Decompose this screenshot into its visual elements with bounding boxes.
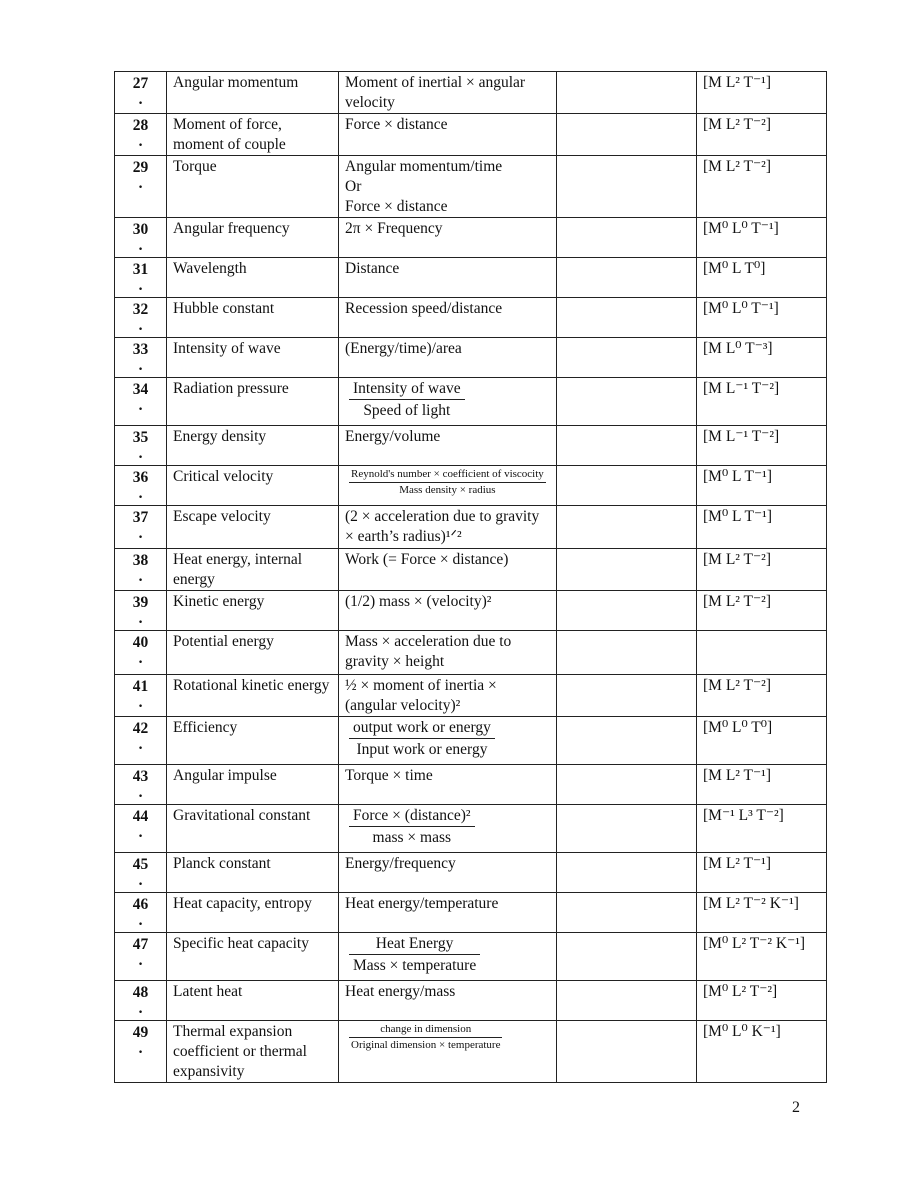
blank-cell: [557, 426, 697, 466]
dimension-cell: [M⁰ L² T⁻²]: [697, 981, 827, 1021]
quantity-cell: Torque: [167, 156, 339, 218]
table-row: [115, 258, 827, 298]
formula-text: Force × distance: [345, 116, 448, 133]
row-number-cell: [115, 853, 167, 893]
quantity-cell: Latent heat: [167, 981, 339, 1021]
fraction-denominator: Speed of light: [363, 402, 451, 419]
formula-cell: [339, 506, 557, 549]
blank-cell: [557, 981, 697, 1021]
row-number-dot: .: [138, 824, 143, 841]
quantity-cell: Heat energy, internal energy: [167, 549, 339, 591]
blank-cell: [557, 591, 697, 631]
dimension-cell: [M L⁻¹ T⁻²]: [697, 426, 827, 466]
dimension-cell: [697, 631, 827, 675]
formula-fraction: [349, 718, 495, 760]
row-number-cell: [115, 591, 167, 631]
row-number-dot: .: [138, 237, 143, 254]
formula-text: ½ × moment of inertia × (angular velocity)²: [345, 677, 497, 714]
blank-cell: [557, 218, 697, 258]
quantity-cell: Kinetic energy: [167, 591, 339, 631]
formula-cell: [339, 426, 557, 466]
formula-cell: [339, 378, 557, 426]
row-number-dot: .: [138, 91, 143, 108]
formula-text: Energy/frequency: [345, 855, 456, 872]
formula-fraction: [349, 934, 480, 976]
blank-cell: [557, 466, 697, 506]
row-number-cell: [115, 298, 167, 338]
formula-cell: [339, 981, 557, 1021]
blank-cell: [557, 1021, 697, 1083]
row-number-cell: [115, 981, 167, 1021]
dimension-cell: [M L² T⁻¹]: [697, 72, 827, 114]
quantity-cell: Hubble constant: [167, 298, 339, 338]
table-row: [115, 506, 827, 549]
formula-text: Work (= Force × distance): [345, 551, 509, 568]
dimension-cell: [M L² T⁻² K⁻¹]: [697, 893, 827, 933]
row-number-dot: .: [138, 1000, 143, 1017]
fraction-numerator: Intensity of wave: [349, 379, 465, 400]
table-row: [115, 1021, 827, 1083]
row-number: 43: [132, 768, 149, 785]
row-number-dot: .: [138, 872, 143, 889]
row-number: 42: [132, 720, 149, 737]
row-number: 39: [132, 594, 149, 611]
row-number-dot: .: [138, 277, 143, 294]
row-number-dot: .: [138, 317, 143, 334]
row-number-cell: [115, 675, 167, 717]
row-number-dot: .: [138, 485, 143, 502]
row-number: 34: [132, 381, 149, 398]
dimension-cell: [M⁰ L² T⁻² K⁻¹]: [697, 933, 827, 981]
fraction-denominator: Mass × temperature: [353, 957, 477, 974]
formula-text: 2π × Frequency: [345, 220, 443, 237]
table-body: [115, 72, 827, 1083]
blank-cell: [557, 765, 697, 805]
dimension-cell: [M L⁻¹ T⁻²]: [697, 378, 827, 426]
row-number-dot: .: [138, 445, 143, 462]
dimension-cell: [M L² T⁻²]: [697, 156, 827, 218]
dimension-cell: [M L² T⁻²]: [697, 114, 827, 156]
row-number-dot: .: [138, 175, 143, 192]
row-number-dot: .: [138, 133, 143, 150]
page-number: 2: [792, 1099, 800, 1116]
row-number: 35: [132, 429, 149, 446]
table-row: [115, 549, 827, 591]
quantity-cell: Critical velocity: [167, 466, 339, 506]
row-number-dot: .: [138, 397, 143, 414]
formula-cell: [339, 631, 557, 675]
quantity-cell: Intensity of wave: [167, 338, 339, 378]
quantity-cell: Radiation pressure: [167, 378, 339, 426]
blank-cell: [557, 805, 697, 853]
dimension-cell: [M L² T⁻²]: [697, 675, 827, 717]
quantity-cell: Rotational kinetic energy: [167, 675, 339, 717]
blank-cell: [557, 933, 697, 981]
dimension-cell: [M L² T⁻²]: [697, 549, 827, 591]
dimension-cell: [M⁰ L⁰ T⁰]: [697, 717, 827, 765]
fraction-numerator: Heat Energy: [349, 934, 480, 955]
formula-text: Recession speed/distance: [345, 300, 503, 317]
formula-line: Angular momentum/time: [345, 158, 503, 175]
row-number-dot: .: [138, 952, 143, 969]
formula-cell: [339, 805, 557, 853]
fraction-denominator: mass × mass: [372, 829, 452, 846]
blank-cell: [557, 338, 697, 378]
formula-cell: [339, 933, 557, 981]
row-number: 47: [132, 936, 149, 953]
row-number: 33: [132, 341, 149, 358]
blank-cell: [557, 853, 697, 893]
row-number-cell: [115, 72, 167, 114]
formula-text: Heat energy/temperature: [345, 895, 499, 912]
quantity-cell: Efficiency: [167, 717, 339, 765]
row-number: 36: [132, 469, 149, 486]
blank-cell: [557, 72, 697, 114]
formula-line: Or: [345, 178, 362, 195]
fraction-numerator: Force × (distance)²: [349, 806, 475, 827]
row-number-cell: [115, 549, 167, 591]
row-number-cell: [115, 717, 167, 765]
blank-cell: [557, 114, 697, 156]
row-number: 48: [132, 984, 149, 1001]
fraction-denominator: Original dimension × temperature: [351, 1039, 501, 1051]
dimension-cell: [M⁰ L⁰ K⁻¹]: [697, 1021, 827, 1083]
row-number: 32: [132, 301, 149, 318]
formula-cell: [339, 258, 557, 298]
formula-text: Moment of inertial × angular velocity: [345, 74, 526, 111]
quantity-cell: Moment of force, moment of couple: [167, 114, 339, 156]
formula-cell: [339, 218, 557, 258]
fraction-numerator: change in dimension: [349, 1022, 502, 1038]
row-number-cell: [115, 1021, 167, 1083]
row-number-dot: .: [138, 610, 143, 627]
blank-cell: [557, 717, 697, 765]
row-number: 45: [132, 856, 149, 873]
row-number: 30: [132, 221, 149, 238]
table-row: [115, 218, 827, 258]
row-number: 29: [132, 159, 149, 176]
formula-text: Heat energy/mass: [345, 983, 456, 1000]
dimension-cell: [M L² T⁻²]: [697, 591, 827, 631]
formula-text: (Energy/time)/area: [345, 340, 462, 357]
quantity-cell: Angular frequency: [167, 218, 339, 258]
formula-cell: [339, 1021, 557, 1083]
row-number: 38: [132, 552, 149, 569]
row-number-cell: [115, 631, 167, 675]
row-number-cell: [115, 466, 167, 506]
row-number-cell: [115, 218, 167, 258]
table-row: [115, 591, 827, 631]
quantity-cell: Gravitational constant: [167, 805, 339, 853]
blank-cell: [557, 631, 697, 675]
formula-cell: [339, 466, 557, 506]
row-number-dot: .: [138, 694, 143, 711]
blank-cell: [557, 549, 697, 591]
blank-cell: [557, 893, 697, 933]
row-number-cell: [115, 933, 167, 981]
quantity-cell: Planck constant: [167, 853, 339, 893]
row-number-cell: [115, 114, 167, 156]
row-number-cell: [115, 258, 167, 298]
row-number-dot: .: [138, 736, 143, 753]
quantity-cell: Wavelength: [167, 258, 339, 298]
row-number-dot: .: [138, 912, 143, 929]
formula-text: (1/2) mass × (velocity)²: [345, 593, 492, 610]
row-number-dot: .: [138, 525, 143, 542]
formula-line: Force × distance: [345, 198, 448, 215]
row-number: 49: [132, 1024, 149, 1041]
formula-cell: [339, 298, 557, 338]
row-number-dot: .: [138, 784, 143, 801]
formula-cell: [339, 549, 557, 591]
row-number-cell: [115, 156, 167, 218]
table-row: [115, 338, 827, 378]
formula-text: Mass × acceleration due to gravity × height: [345, 633, 512, 670]
row-number: 31: [132, 261, 149, 278]
row-number: 28: [132, 117, 149, 134]
formula-text: Torque × time: [345, 767, 433, 784]
formula-fraction: [349, 379, 465, 421]
formula-text: (2 × acceleration due to gravity × earth’s radius)¹ᐟ²: [345, 508, 540, 545]
quantity-cell: Specific heat capacity: [167, 933, 339, 981]
formula-text: Energy/volume: [345, 428, 441, 445]
dimension-cell: [M L² T⁻¹]: [697, 853, 827, 893]
formula-fraction: [349, 806, 475, 848]
formula-cell: [339, 675, 557, 717]
formula-cell: [339, 156, 557, 218]
row-number-cell: [115, 805, 167, 853]
dimension-cell: [M⁰ L T⁻¹]: [697, 466, 827, 506]
table-row: [115, 893, 827, 933]
table-row: [115, 378, 827, 426]
table-row: [115, 466, 827, 506]
row-number-cell: [115, 765, 167, 805]
table-row: [115, 675, 827, 717]
row-number-dot: .: [138, 650, 143, 667]
dimension-cell: [M⁰ L⁰ T⁻¹]: [697, 298, 827, 338]
quantity-cell: Energy density: [167, 426, 339, 466]
row-number-cell: [115, 893, 167, 933]
row-number-cell: [115, 338, 167, 378]
row-number-dot: .: [138, 357, 143, 374]
table-row: [115, 156, 827, 218]
formula-cell: [339, 717, 557, 765]
table-row: [115, 853, 827, 893]
row-number-cell: [115, 378, 167, 426]
table-row: [115, 114, 827, 156]
blank-cell: [557, 378, 697, 426]
row-number-cell: [115, 426, 167, 466]
formula-fraction: [349, 1022, 502, 1053]
table-row: [115, 298, 827, 338]
formula-cell: [339, 765, 557, 805]
row-number: 41: [132, 678, 149, 695]
formula-cell: [339, 114, 557, 156]
formula-fraction: [349, 467, 546, 498]
blank-cell: [557, 156, 697, 218]
table-row: [115, 981, 827, 1021]
quantity-cell: Heat capacity, entropy: [167, 893, 339, 933]
dimension-cell: [M⁰ L⁰ T⁻¹]: [697, 218, 827, 258]
dimensions-table: [114, 71, 827, 1083]
formula-cell: [339, 591, 557, 631]
row-number: 44: [132, 808, 149, 825]
row-number: 27: [132, 75, 149, 92]
dimension-cell: [M L² T⁻¹]: [697, 765, 827, 805]
formula-cell: [339, 893, 557, 933]
quantity-cell: Thermal expansion coefficient or thermal expansivity: [167, 1021, 339, 1083]
fraction-numerator: Reynold's number × coefficient of viscocity: [349, 467, 546, 483]
table-row: [115, 631, 827, 675]
quantity-cell: Escape velocity: [167, 506, 339, 549]
row-number: 40: [132, 634, 149, 651]
row-number-cell: [115, 506, 167, 549]
fraction-numerator: output work or energy: [349, 718, 495, 739]
table-row: [115, 933, 827, 981]
blank-cell: [557, 298, 697, 338]
dimension-cell: [M⁻¹ L³ T⁻²]: [697, 805, 827, 853]
dimension-cell: [M⁰ L T⁻¹]: [697, 506, 827, 549]
formula-cell: [339, 853, 557, 893]
blank-cell: [557, 258, 697, 298]
quantity-cell: Angular momentum: [167, 72, 339, 114]
row-number-dot: .: [138, 1040, 143, 1057]
dimension-cell: [M L⁰ T⁻³]: [697, 338, 827, 378]
table-row: [115, 717, 827, 765]
row-number: 37: [132, 509, 149, 526]
dimension-cell: [M⁰ L T⁰]: [697, 258, 827, 298]
formula-cell: [339, 72, 557, 114]
table-row: [115, 805, 827, 853]
table-row: [115, 426, 827, 466]
formula-cell: [339, 338, 557, 378]
row-number-dot: .: [138, 568, 143, 585]
formula-text: Distance: [345, 260, 400, 277]
quantity-cell: Angular impulse: [167, 765, 339, 805]
table-row: [115, 765, 827, 805]
fraction-denominator: Mass density × radius: [399, 484, 496, 496]
fraction-denominator: Input work or energy: [356, 741, 488, 758]
blank-cell: [557, 506, 697, 549]
quantity-cell: Potential energy: [167, 631, 339, 675]
blank-cell: [557, 675, 697, 717]
row-number: 46: [132, 896, 149, 913]
table-row: [115, 72, 827, 114]
